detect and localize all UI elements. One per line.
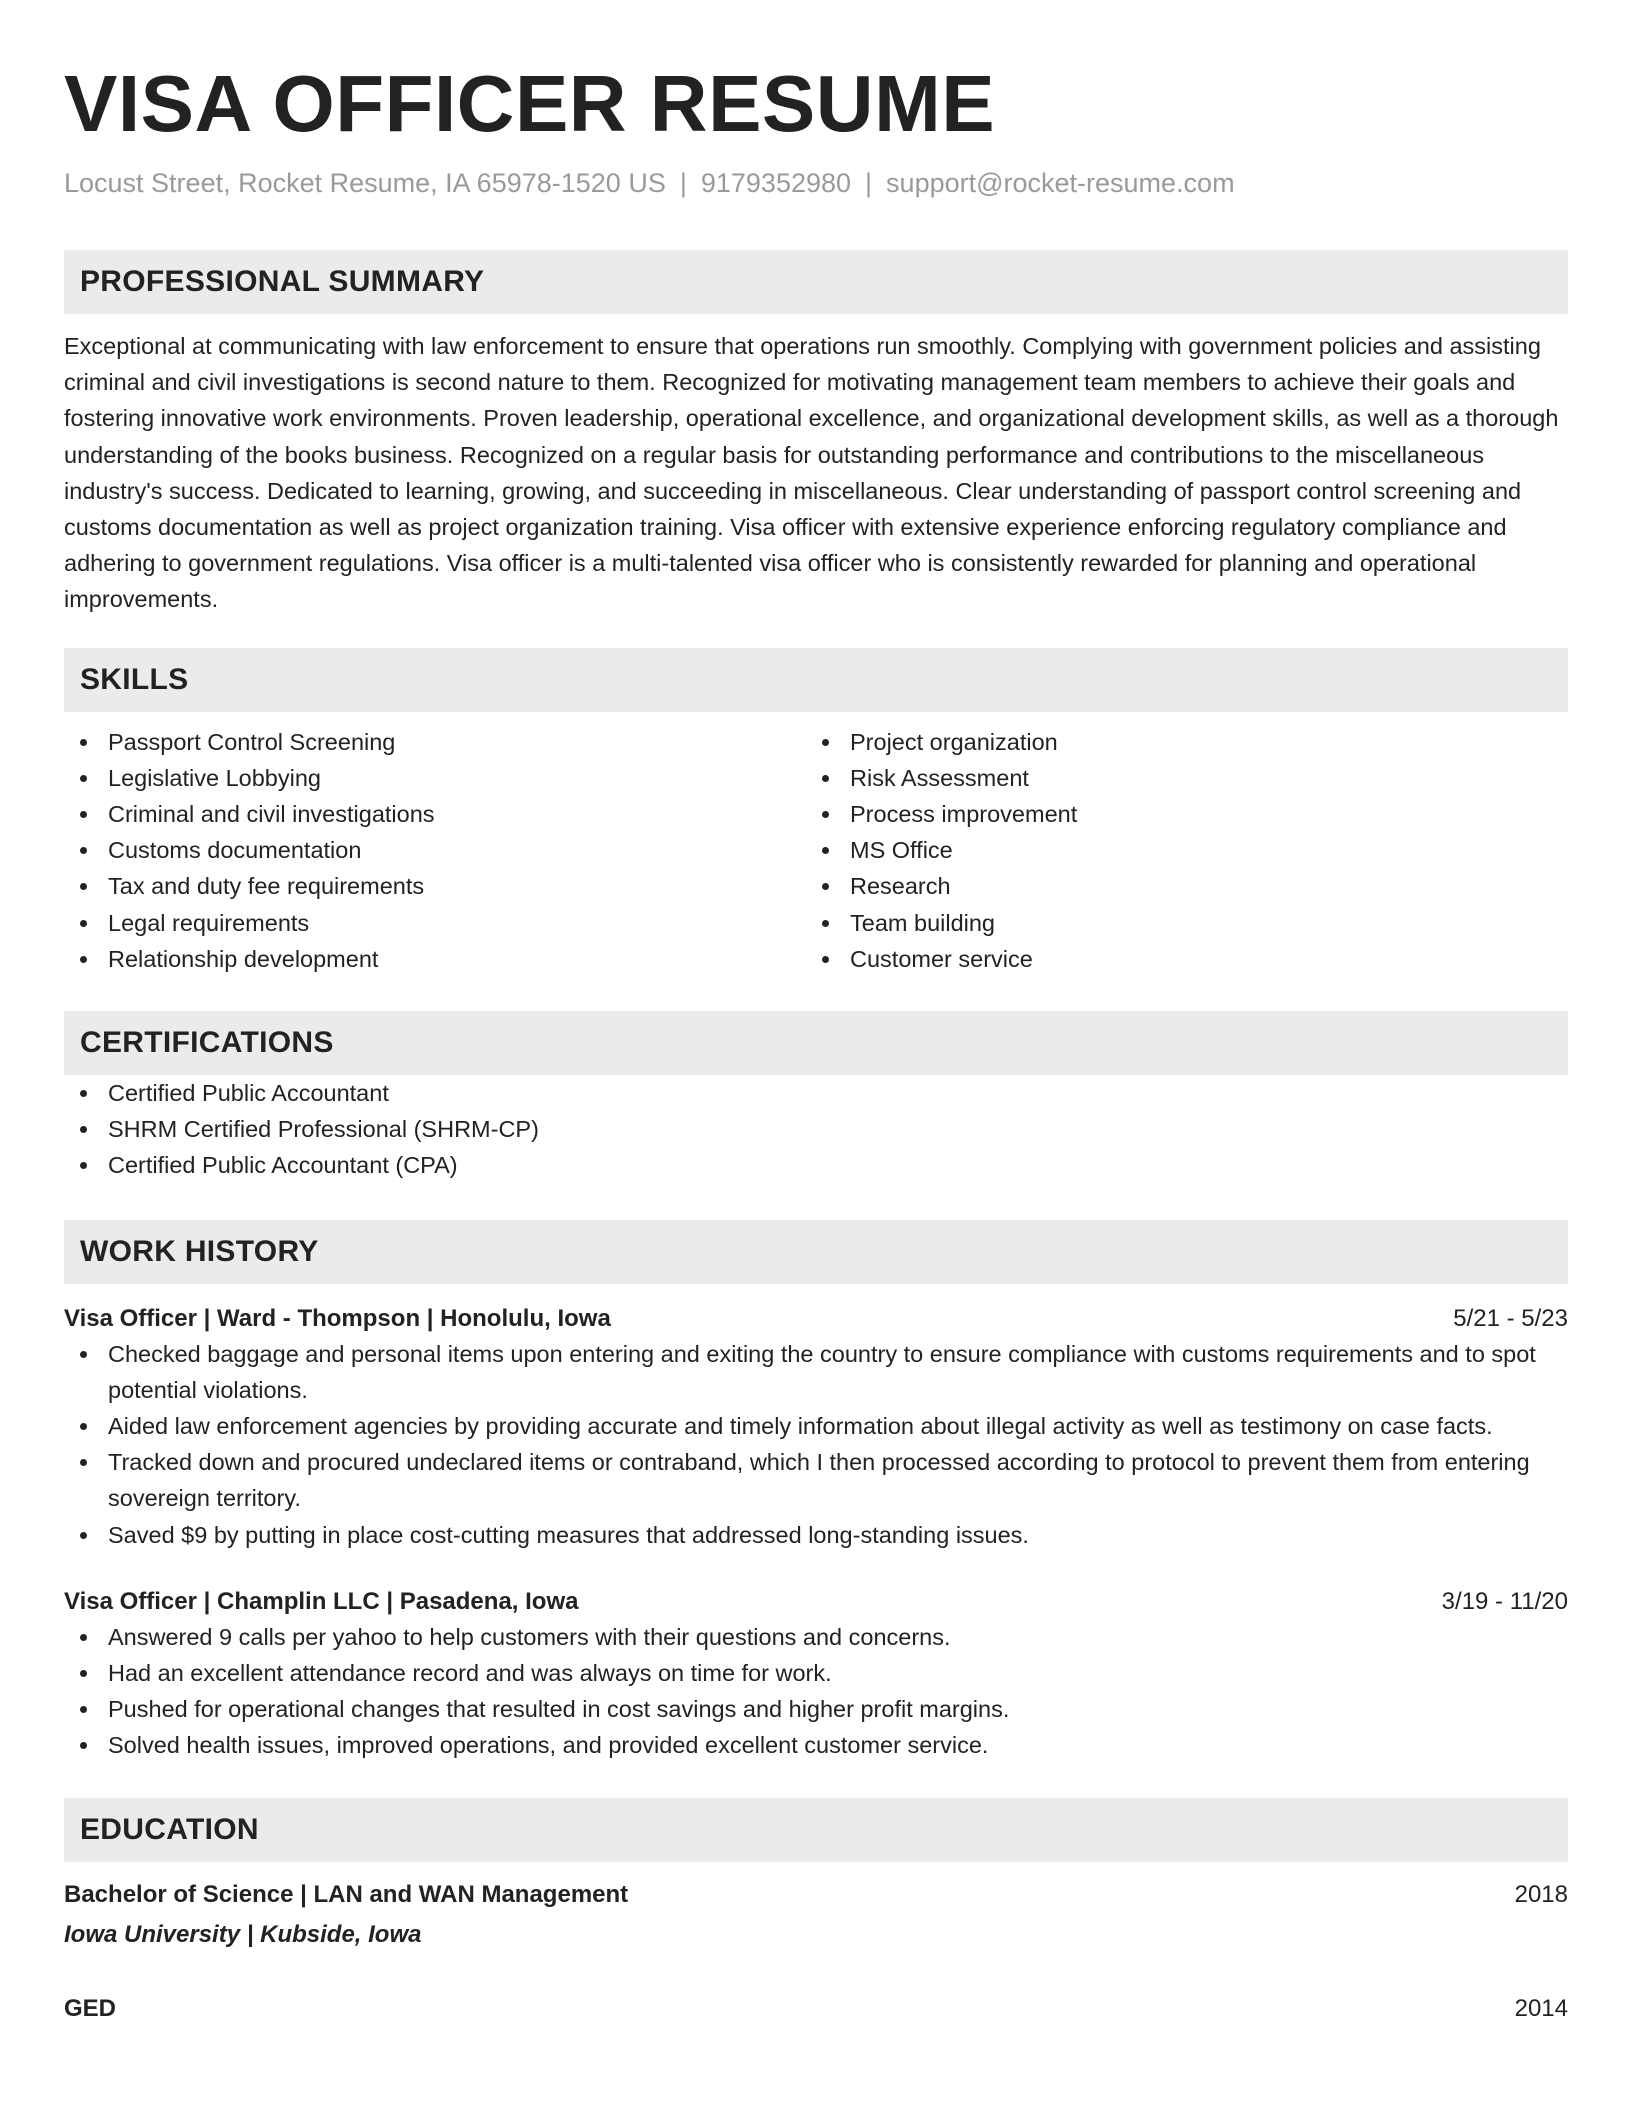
job-bullet: Saved $9 by putting in place cost-cutting measures that addressed long-standing issues.	[64, 1517, 1568, 1553]
skill-item: Legislative Lobbying	[64, 760, 806, 796]
education-school: Iowa University | Kubside, Iowa	[64, 1920, 422, 1948]
skill-item: Criminal and civil investigations	[64, 796, 806, 832]
contact-address: Locust Street, Rocket Resume, IA 65978-1520 US	[64, 168, 666, 198]
job-bullets	[64, 1336, 1568, 1553]
skills-column-left	[64, 724, 806, 977]
section-heading-summary: PROFESSIONAL SUMMARY	[64, 250, 1568, 314]
resume-page	[64, 0, 1568, 2026]
education-header	[64, 1992, 1568, 2026]
job-dates: 3/19 - 11/20	[1441, 1587, 1568, 1615]
job-bullet: Had an excellent attendance record and was always on time for work.	[64, 1655, 1568, 1691]
summary-text: Exceptional at communicating with law enforcement to ensure that operations run smoothly. Complying with government policies and assisting criminal and civil investigations is second nature to them. Recognized for motivating management team members to achieve their goals and fostering innovative work environments. Proven leadership, operational excellence, and organizational development skills, as well as a thorough understanding of the books business. Recognized on a regular basis for outstanding performance and contributions to the miscellaneous industry's success. Dedicated to learning, growing, and succeeding in miscellaneous. Clear understanding of passport control screening and customs documentation as well as project organization training. Visa officer with extensive experience enforcing regulatory compliance and adhering to government regulations. Visa officer is a multi-talented visa officer who is consistently rewarded for planning and operational improvements.	[64, 333, 1559, 613]
education-header	[64, 1878, 1568, 1912]
contact-separator: |	[679, 168, 687, 198]
skill-item: Project organization	[806, 724, 1548, 760]
section-heading-education: EDUCATION	[64, 1798, 1568, 1862]
job-title: Visa Officer | Ward - Thompson | Honolulu, Iowa	[64, 1304, 611, 1332]
education-year: 2018	[1514, 1880, 1568, 1908]
section-heading-work-history: WORK HISTORY	[64, 1220, 1568, 1284]
education-degree: Bachelor of Science | LAN and WAN Management	[64, 1880, 629, 1908]
skills-list-right	[806, 724, 1548, 977]
job-bullet: Checked baggage and personal items upon entering and exiting the country to ensure compliance with customs requirements and to spot potential violations.	[64, 1336, 1568, 1408]
job-header	[64, 1302, 1568, 1336]
skill-item: Passport Control Screening	[64, 724, 806, 760]
skills-column-right	[806, 724, 1548, 977]
skills-list-left	[64, 724, 806, 977]
skill-item: Tax and duty fee requirements	[64, 868, 806, 904]
job-bullet: Pushed for operational changes that resulted in cost savings and higher profit margins.	[64, 1691, 1568, 1727]
certifications-list	[64, 1075, 1568, 1184]
certification-item: Certified Public Accountant	[64, 1075, 1568, 1111]
education-entry	[64, 1878, 1568, 1952]
job-dates: 5/21 - 5/23	[1453, 1304, 1568, 1332]
skill-item: Team building	[806, 905, 1548, 941]
skill-item: Customer service	[806, 941, 1548, 977]
skill-item: Relationship development	[64, 941, 806, 977]
contact-line	[64, 166, 1568, 200]
skill-item: Research	[806, 868, 1548, 904]
job-bullet: Aided law enforcement agencies by providing accurate and timely information about illegal activity as well as testimony on case facts.	[64, 1408, 1568, 1444]
education-degree: GED	[64, 1994, 117, 2022]
certification-item: SHRM Certified Professional (SHRM-CP)	[64, 1111, 1568, 1147]
contact-email: support@rocket-resume.com	[886, 168, 1235, 198]
section-heading-certifications: CERTIFICATIONS	[64, 1011, 1568, 1075]
skill-item: MS Office	[806, 832, 1548, 868]
job-header	[64, 1585, 1568, 1619]
certification-item: Certified Public Accountant (CPA)	[64, 1147, 1568, 1183]
job-entry	[64, 1585, 1568, 1764]
job-bullet: Tracked down and procured undeclared items or contraband, which I then processed according to protocol to prevent them from entering sovereign territory.	[64, 1444, 1568, 1516]
skill-item: Legal requirements	[64, 905, 806, 941]
section-heading-skills: SKILLS	[64, 648, 1568, 712]
job-bullets	[64, 1619, 1568, 1764]
contact-separator: |	[865, 168, 873, 198]
job-bullet: Solved health issues, improved operations, and provided excellent customer service.	[64, 1727, 1568, 1763]
skills-grid	[64, 724, 1568, 977]
page-title: VISA OFFICER RESUME	[64, 59, 996, 148]
job-bullet: Answered 9 calls per yahoo to help customers with their questions and concerns.	[64, 1619, 1568, 1655]
contact-phone: 9179352980	[700, 168, 852, 198]
skill-item: Process improvement	[806, 796, 1548, 832]
education-year: 2014	[1514, 1994, 1568, 2022]
job-entry	[64, 1302, 1568, 1553]
skill-item: Risk Assessment	[806, 760, 1548, 796]
skill-item: Customs documentation	[64, 832, 806, 868]
education-entry	[64, 1992, 1568, 2026]
job-title: Visa Officer | Champlin LLC | Pasadena, Iowa	[64, 1587, 579, 1615]
